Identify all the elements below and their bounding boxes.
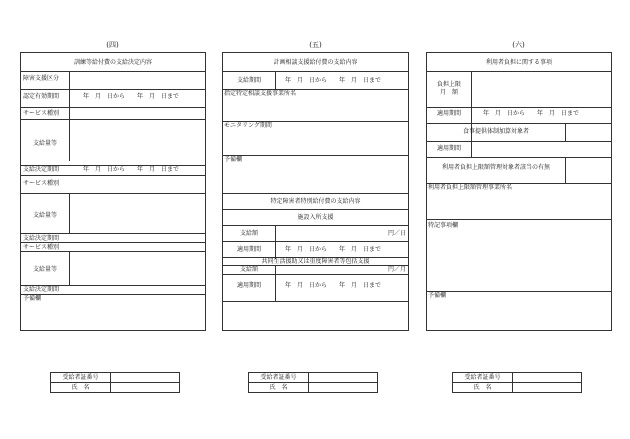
amount-label-1: 支給量等	[32, 140, 57, 147]
p5-monitoring-label: モニタリング期間	[224, 122, 272, 129]
amount-label-3: 支給量等	[32, 266, 57, 273]
p5-facility-label: 施設入所支援	[297, 214, 334, 221]
cert-box-3	[452, 372, 582, 393]
decision-period-label-2: 支給決定期間	[23, 235, 60, 242]
p5-special-title: 特定障害者特別給付費の支給内容	[270, 198, 361, 205]
panel5-number: (五)	[309, 41, 322, 49]
p6-cap-office-label: 利用者負担上限額管理事業所名	[428, 184, 513, 191]
p6-apply-label-2: 適用期間	[436, 145, 461, 152]
cert1-name-label: 氏 名	[71, 384, 90, 391]
p5-yen-month: 円／月	[387, 266, 406, 273]
service-type-label-3: サービス種別	[23, 244, 60, 251]
decision-period-label-3: 支給決定期間	[23, 286, 60, 293]
p5-office-label: 指定特定相談支援事業所名	[224, 90, 297, 97]
panel4-number: (四)	[106, 41, 119, 49]
decision-period-value-1: 年 月 日から 年 月 日まで	[83, 166, 180, 173]
disability-class-label: 障害支援区分	[23, 75, 60, 82]
p5-apply-value-1: 年 月 日から 年 月 日まで	[285, 246, 382, 253]
p5-yen-day: 円／日	[387, 230, 406, 237]
p6-special-notes-label: 特記事項欄	[428, 222, 459, 229]
cert3-name-label: 氏 名	[473, 384, 492, 391]
p5-period-value: 年 月 日から 年 月 日まで	[285, 77, 382, 84]
p5-group-home-label: 共同生活援助又は重度障害者等包括支援	[261, 258, 370, 265]
panel6-title: 利用者負担に関する事項	[485, 59, 552, 66]
p6-food-label: 食事提供体制加算対象者	[462, 128, 529, 135]
panel6-number: (六)	[512, 41, 525, 49]
cert-period-value: 年 月 日から 年 月 日まで	[83, 93, 180, 100]
panel4-remarks-label: 予備欄	[23, 295, 42, 302]
p6-cap-mgmt-label: 利用者負担上限額管理対象者該当の有無	[441, 164, 550, 171]
p6-apply-label-1: 適用期間	[436, 110, 461, 117]
cert-box-1	[50, 372, 180, 393]
panel6-user-burden	[426, 52, 612, 331]
panel4-training-benefit	[20, 52, 206, 331]
p6-apply-value-1: 年 月 日から 年 月 日まで	[483, 110, 580, 117]
p6-limit-label: 負担上限 月 額	[436, 81, 461, 97]
cert3-number-label: 受給者証番号	[464, 374, 501, 381]
service-type-label-1: サービス種別	[23, 110, 60, 117]
p5-period-label: 支給期間	[236, 77, 261, 84]
p5-remarks-label: 予備欄	[224, 156, 243, 163]
p5-amount-label-2: 支給額	[239, 266, 258, 273]
p5-amount-label-1: 支給額	[239, 230, 258, 237]
p6-remarks-label: 予備欄	[428, 292, 447, 299]
decision-period-label-1: 支給決定期間	[23, 166, 60, 173]
cert1-number-label: 受給者証番号	[62, 374, 99, 381]
amount-label-2: 支給量等	[32, 212, 57, 219]
cert-period-label: 認定有効期間	[23, 93, 60, 100]
cert-box-2	[248, 372, 378, 393]
service-type-label-2: サービス種別	[23, 180, 60, 187]
cert2-name-label: 氏 名	[269, 384, 288, 391]
panel5-plan-consult	[222, 52, 409, 331]
cert2-number-label: 受給者証番号	[260, 374, 297, 381]
p5-apply-label-2: 適用期間	[236, 282, 261, 289]
p5-apply-value-2: 年 月 日から 年 月 日まで	[285, 282, 382, 289]
panel4-title: 訓練等給付費の支給決定内容	[73, 59, 152, 66]
panel5-title: 計画相談支援給付費の支給内容	[273, 59, 358, 66]
p5-apply-label-1: 適用期間	[236, 246, 261, 253]
